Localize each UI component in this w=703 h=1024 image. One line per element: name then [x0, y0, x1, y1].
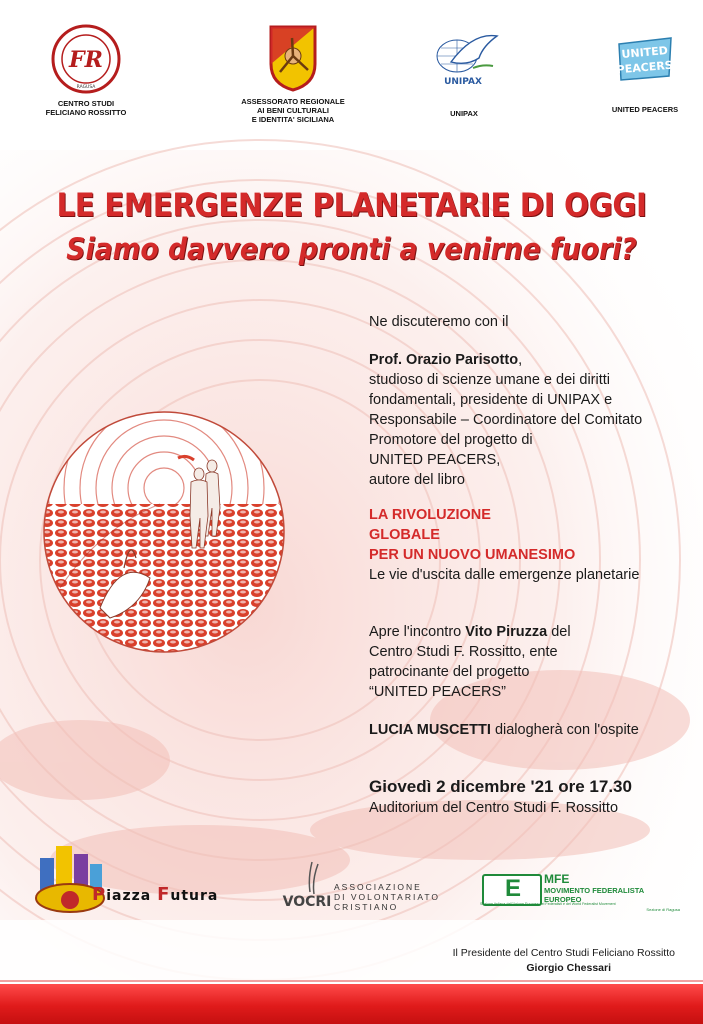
- avocri-line-3: CRISTIANO: [334, 902, 399, 912]
- sicilia-caption-2: AI BENI CULTURALI: [257, 106, 329, 115]
- opening-line-3: “UNITED PEACERS”: [369, 684, 506, 700]
- opening-name: Vito Piruzza: [465, 624, 548, 640]
- logo-piazza-futura: [30, 840, 230, 916]
- logo-mfe: [480, 872, 680, 912]
- rossitto-emblem-icon: [51, 24, 121, 94]
- united-peacers-badge-icon: [613, 36, 677, 82]
- logo-centro-studi-rossitto: [30, 24, 142, 117]
- event-date: Giovedì 2 dicembre '21 ore 17.30: [369, 777, 632, 796]
- futura-rest: utura: [170, 888, 219, 904]
- book-title-3: PER UN NUOVO UMANESIMO: [369, 547, 576, 563]
- avocri-wheat-icon: [282, 858, 332, 914]
- signature-role: Il Presidente del Centro Studi Feliciano Rossitto: [452, 947, 675, 959]
- event-venue: Auditorium del Centro Studi F. Rossitto: [369, 800, 619, 816]
- book-subtitle: Le vie d'uscita dalle emergenze planetarie: [369, 567, 640, 583]
- speaker-name: Prof. Orazio Parisotto: [369, 352, 519, 368]
- intro-text: Ne discuteremo con il: [369, 314, 509, 330]
- opening-line-2: patrocinante del progetto: [369, 664, 530, 680]
- speaker-block: Prof. Orazio Parisotto, studioso di scienze umane e dei diritti fondamentali, presidente di UNIPAX e Responsabile – Coordinatore del Comitato Promotore del progetto di UNITED PEACERS, autore del libro: [369, 350, 694, 490]
- mfe-name: MOVIMENTO FEDERALISTA EUROPEO: [544, 886, 644, 904]
- svg-text:PEACERS: PEACERS: [616, 58, 674, 77]
- logo-united-peacers: [600, 36, 690, 114]
- unipax-caption: UNIPAX: [450, 109, 478, 118]
- speaker-desc-1: studioso di scienze umane e dei diritti: [369, 372, 610, 388]
- opening-block: [369, 622, 694, 702]
- main-subtitle: Siamo davvero pronti a venirne fuori?: [66, 232, 637, 266]
- mfe-mark-icon: E: [482, 874, 542, 906]
- speaker-desc-2: fondamentali, presidente di UNIPAX e: [369, 392, 613, 408]
- logo-unipax: [424, 28, 504, 118]
- main-title: LE EMERGENZE PLANETARIE DI OGGI: [56, 186, 647, 224]
- event-block: [369, 776, 694, 818]
- book-title-1: LA RIVOLUZIONE: [369, 507, 491, 523]
- moderator-name: LUCIA MUSCETTI: [369, 722, 491, 738]
- footer-band: [0, 984, 703, 1024]
- united-peacers-caption: UNITED PEACERS: [611, 105, 679, 114]
- mfe-abbr: MFE: [544, 872, 570, 886]
- futura-initial: F: [157, 884, 171, 905]
- avocri-line-2: DI VOLONTARIATO: [334, 892, 441, 902]
- rossitto-caption-2: FELICIANO ROSSITTO: [45, 108, 127, 117]
- opening-suffix: del: [551, 624, 571, 640]
- speaker-desc-5: UNITED PEACERS,: [369, 452, 501, 468]
- piazza-initial: P: [92, 884, 107, 905]
- mfe-small-2: Sezione di Ragusa: [646, 907, 680, 912]
- sicilia-caption-3: E IDENTITA' SICILIANA: [251, 115, 335, 124]
- footer-divider: [0, 980, 703, 982]
- rossitto-caption-1: CENTRO STUDI: [57, 99, 115, 108]
- opening-prefix: Apre l'incontro: [369, 624, 462, 640]
- svg-text:VOCRI: VOCRI: [282, 894, 332, 910]
- book-title-2: GLOBALE: [369, 527, 440, 543]
- speaker-desc-6: autore del libro: [369, 472, 465, 488]
- logo-avocri: [282, 858, 442, 914]
- moderator-block: [369, 720, 694, 740]
- piazza-rest: iazza: [106, 888, 152, 904]
- book-block: [369, 505, 694, 585]
- speaker-desc-3: Responsabile – Coordinatore del Comitato: [369, 412, 643, 428]
- signature-name: Giorgio Chessari: [526, 962, 611, 974]
- speaker-desc-4: Promotore del progetto di: [369, 432, 533, 448]
- svg-text:UNITED: UNITED: [621, 44, 669, 62]
- svg-text:UNIPAX: UNIPAX: [444, 77, 482, 87]
- logo-regione-sicilia: [236, 24, 350, 124]
- opening-line-1: Centro Studi F. Rossitto, ente: [369, 644, 558, 660]
- sicily-coat-of-arms-icon: [268, 24, 318, 92]
- unipax-dove-icon: [427, 28, 501, 88]
- illustration-circle: [40, 408, 288, 656]
- avocri-line-1: ASSOCIAZIONE: [334, 882, 422, 892]
- sicilia-caption-1: ASSESSORATO REGIONALE: [241, 97, 345, 106]
- mfe-small-1: Sezione italiana dell'Unione Europea dei Federalisti e del World Federalist Movement: [480, 902, 616, 906]
- svg-text:RAGUSA: RAGUSA: [76, 85, 96, 90]
- svg-text:FR: FR: [69, 47, 103, 73]
- moderator-suffix: dialogherà con l'ospite: [494, 722, 639, 738]
